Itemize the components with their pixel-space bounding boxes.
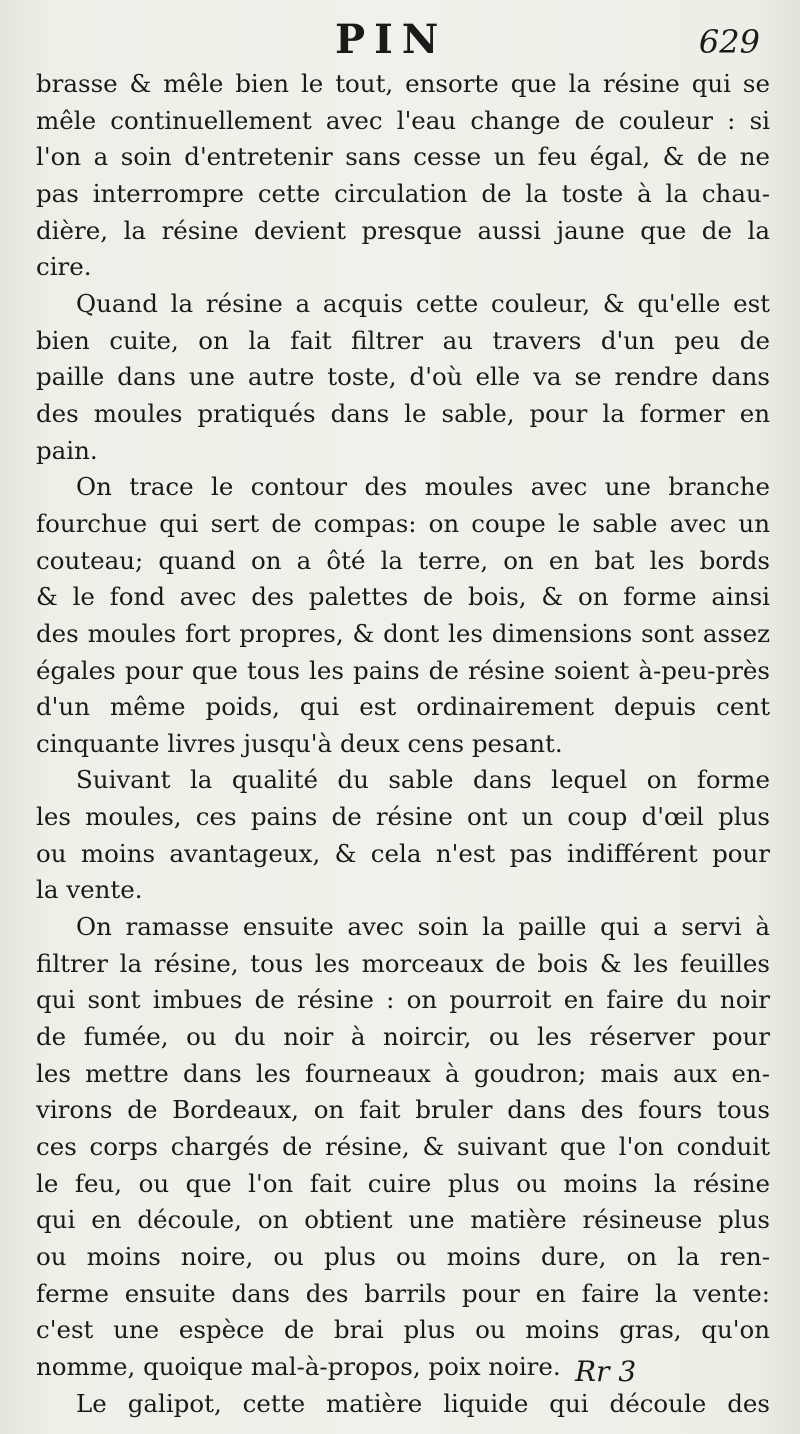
text-line: des moules fort propres, & dont les dimensions sont assez <box>36 618 770 648</box>
page-number: 629 <box>698 23 760 61</box>
text-line: le feu, ou que l'on fait cuire plus ou moins la résine <box>36 1168 770 1198</box>
text-line: d'un même poids, qui est ordinairement depuis cent <box>36 692 770 722</box>
text-line: filtrer la résine, tous les morceaux de bois & les feuilles <box>36 948 770 978</box>
text-line: nomme, quoique mal-à-propos, poix noire. <box>36 1351 561 1381</box>
text-line: On trace le contour des moules avec une branche <box>76 472 770 502</box>
text-line: égales pour que tous les pains de résine soient à-peu-près <box>36 655 770 685</box>
text-line: brasse & mêle bien le tout, ensorte que la résine qui se <box>36 69 770 98</box>
running-title: PIN <box>335 16 448 63</box>
text-line: qui sont imbues de résine : on pourroit en faire du noir <box>36 985 770 1015</box>
text-line: Le galipot, cette matière liquide qui découle des <box>76 1388 770 1418</box>
text-line: Quand la résine a acquis cette couleur, & qu'elle est <box>76 288 770 318</box>
text-line: bien cuite, on la fait filtrer au travers d'un peu de <box>36 325 770 355</box>
text-line: paille dans une autre toste, d'où elle va se rendre dans <box>36 362 770 392</box>
text-line: l'on a soin d'entretenir sans cesse un feu égal, & de ne <box>36 142 770 172</box>
text-line: fourchue qui sert de compas: on coupe le sable avec un <box>36 508 770 538</box>
text-line: ou moins noire, ou plus ou moins dure, on la ren- <box>36 1242 770 1271</box>
text-line: virons de Bordeaux, on fait bruler dans des fours tous <box>36 1095 770 1125</box>
text-line: ou moins avantageux, & cela n'est pas indifférent pour <box>36 838 770 868</box>
text-line: dière, la résine devient presque aussi jaune que de la <box>36 215 770 245</box>
text-line: la vente. <box>36 875 143 905</box>
running-head <box>0 14 800 66</box>
text-line: ferme ensuite dans des barrils pour en faire la vente: <box>36 1278 770 1308</box>
text-line: pas interrompre cette circulation de la toste à la chau- <box>36 178 770 208</box>
text-line: cinquante livres jusqu'à deux cens pesant. <box>36 728 563 758</box>
text-line: qui en découle, on obtient une matière résineuse plus <box>36 1205 770 1235</box>
text-line: des moules pratiqués dans le sable, pour la former en <box>36 398 770 428</box>
text-line: c'est une espèce de brai plus ou moins gras, qu'on <box>36 1315 770 1345</box>
text-line: les mettre dans les fourneaux à goudron; mais aux en- <box>36 1058 770 1088</box>
text-line: pain. <box>36 435 98 465</box>
text-line: Suivant la qualité du sable dans lequel on forme <box>76 765 770 795</box>
text-line: mêle continuellement avec l'eau change de couleur : si <box>36 105 770 135</box>
body-text <box>36 66 770 1422</box>
text-line: de fumée, ou du noir à noircir, ou les réserver pour <box>36 1022 770 1052</box>
text-line: ces corps chargés de résine, & suivant que l'on conduit <box>36 1132 770 1162</box>
text-line: On ramasse ensuite avec soin la paille qui a servi à <box>76 912 770 942</box>
signature-mark: Rr 3 <box>575 1355 637 1388</box>
text-line: & le fond avec des palettes de bois, & on forme ainsi <box>36 582 770 612</box>
text-line: couteau; quand on a ôté la terre, on en bat les bords <box>36 545 770 575</box>
text-line: les moules, ces pains de résine ont un coup d'œil plus <box>36 802 770 832</box>
text-line: cire. <box>36 252 92 282</box>
